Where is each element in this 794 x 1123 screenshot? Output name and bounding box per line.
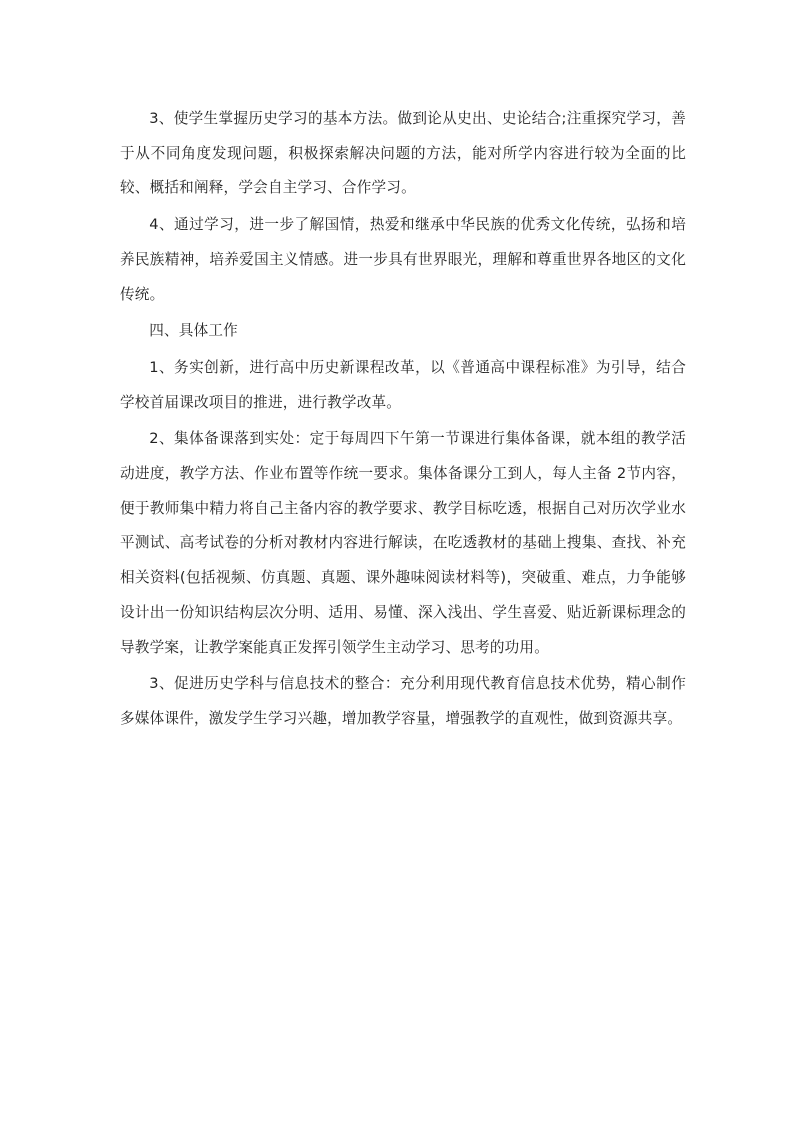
document-page <box>120 102 686 737</box>
paragraph-goal-3: 3、使学生掌握历史学习的基本方法。做到论从史出、史论结合;注重探究学习，善于从不同角度发现问题，积极探索解决问题的方法，能对所学内容进行较为全面的比较、概括和阐释，学会自主学习、合作学习。 <box>120 110 686 197</box>
paragraph-work-2: 2、集体备课落到实处：定于每周四下午第一节课进行集体备课，就本组的教学活动进度，教学方法、作业布置等作统一要求。集体备课分工到人，每人主备 2节内容，便于教师集中精力将自己主备内容的教学要求、教学目标吃透，根据自己对历次学业水平测试、高考试卷的分析对教材内容进行解读，在吃透教材的基础上搜集、查找、补充相关资料(包括视频、仿真题、真题、课外趣味阅读材料等)，突破重、难点，力争能够设计出一份知识结构层次分明、适用、易懂、深入浅出、学生喜爱、贴近新课标理念的导教学案，让教学案能真正发挥引领学生主动学习、思考的功用。 <box>120 430 686 656</box>
paragraph-work-3: 3、促进历史学科与信息技术的整合：充分利用现代教育信息技术优势，精心制作多媒体课件，激发学生学习兴趣，增加教学容量，增强教学的直观性，做到资源共享。 <box>120 675 686 727</box>
section-heading: 四、具体工作 <box>149 322 238 340</box>
paragraph-goal-4: 4、通过学习，进一步了解国情，热爱和继承中华民族的优秀文化传统，弘扬和培养民族精神，培养爱国主义情感。进一步具有世界眼光，理解和尊重世界各地区的文化传统。 <box>120 216 686 303</box>
paragraph-work-1: 1、务实创新，进行高中历史新课程改革，以《普通高中课程标准》为引导，结合学校首届课改项目的推进，进行教学改革。 <box>120 358 686 411</box>
